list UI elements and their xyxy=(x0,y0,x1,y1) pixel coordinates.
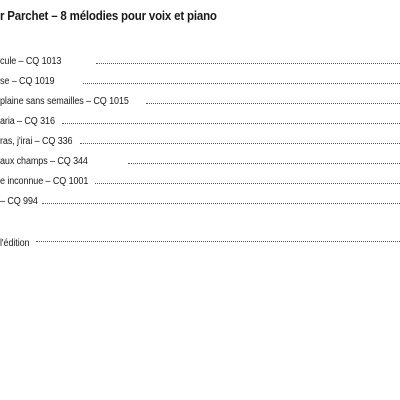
dot-leader xyxy=(146,103,400,104)
dot-leader xyxy=(80,143,400,144)
toc-entry xyxy=(0,51,400,71)
toc-entry xyxy=(0,131,400,151)
toc-entry-title: se – CQ 1019 xyxy=(0,76,55,87)
toc-entry-title: ras, j'irai – CQ 336 xyxy=(0,136,73,147)
document-title: r Parchet – 8 mélodies pour voix et piano xyxy=(0,9,217,23)
dot-leader xyxy=(42,203,400,204)
dot-leader xyxy=(95,183,400,184)
toc-entry-title: l'édition xyxy=(0,238,30,249)
toc-entry-title: plaine sans semailles – CQ 1015 xyxy=(0,96,129,107)
toc-entry xyxy=(0,91,400,111)
dot-leader xyxy=(96,63,400,64)
toc-entry xyxy=(0,191,400,211)
toc-entry-title: cule – CQ 1013 xyxy=(0,56,62,67)
dot-leader xyxy=(62,123,400,124)
dot-leader xyxy=(83,83,400,84)
table-of-contents xyxy=(0,51,400,211)
dot-leader xyxy=(36,241,400,242)
toc-entry-edition xyxy=(0,233,400,249)
toc-entry-title: – CQ 994 xyxy=(0,196,38,207)
toc-entry xyxy=(0,71,400,91)
toc-entry xyxy=(0,111,400,131)
toc-entry xyxy=(0,171,400,191)
toc-entry xyxy=(0,151,400,171)
toc-entry-title: e inconnue – CQ 1001 xyxy=(0,176,89,187)
toc-entry-title: aria – CQ 316 xyxy=(0,116,55,127)
toc-entry-title: aux champs – CQ 344 xyxy=(0,156,88,167)
dot-leader xyxy=(128,163,400,164)
